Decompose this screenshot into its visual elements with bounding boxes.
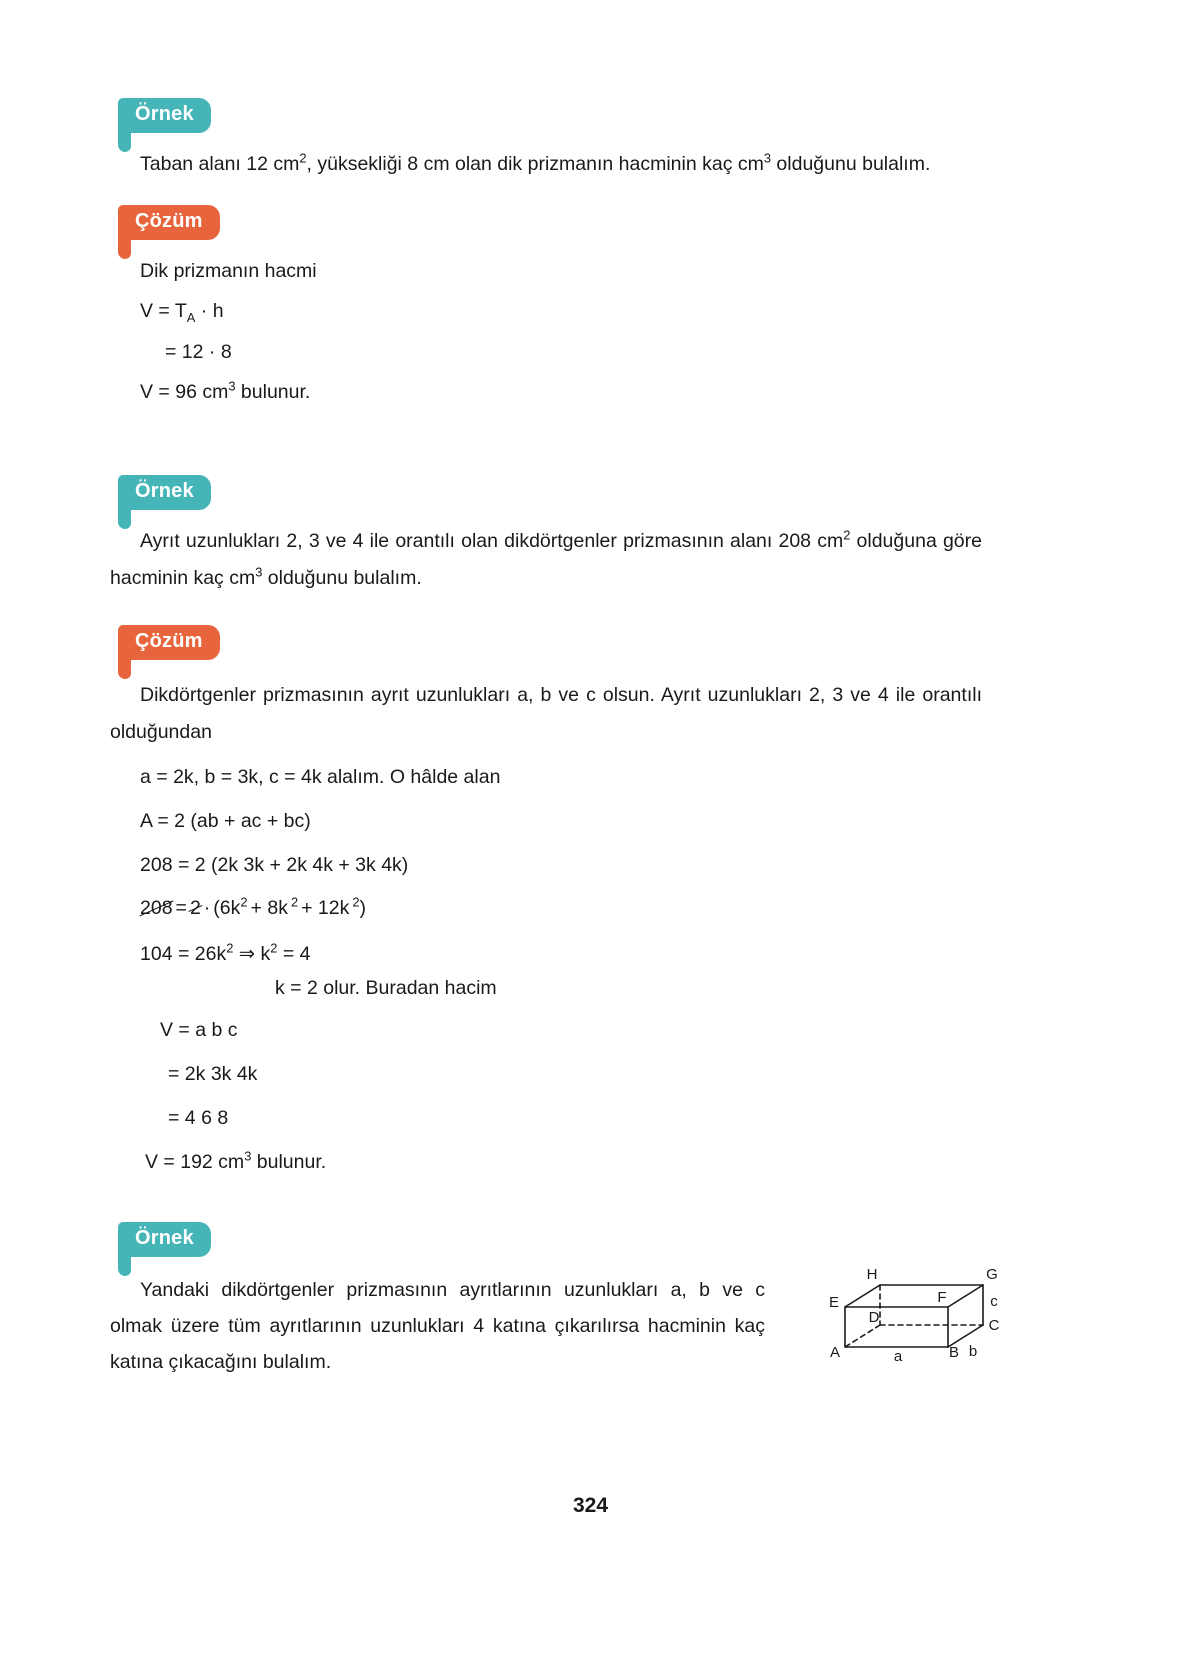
vertex-label-D: D bbox=[868, 1309, 880, 1326]
solution-1-line-2-rest: · h bbox=[195, 300, 224, 322]
rectangular-prism-figure bbox=[820, 1262, 1050, 1372]
eq-104-post: = 4 bbox=[277, 943, 311, 965]
equals-sign: = bbox=[175, 897, 187, 919]
example-1-text-part1: Taban alanı 12 cm bbox=[140, 153, 300, 175]
badge-cozum-2 bbox=[118, 625, 220, 660]
solution-2-eq-volume: V = a b c bbox=[160, 1019, 238, 1041]
eq-104-sup-2: 2 bbox=[270, 940, 278, 956]
eq-cancel-plus-2: + 12k bbox=[301, 897, 350, 919]
eq-cancel-open: (6k bbox=[213, 897, 241, 919]
solution-1-line-2-sub: A bbox=[186, 309, 196, 325]
vertex-label-G: G bbox=[986, 1266, 998, 1283]
edge-EH bbox=[845, 1285, 880, 1307]
edge-label-b: b bbox=[968, 1343, 978, 1360]
solution-1-line-4-post: bulunur. bbox=[235, 381, 311, 403]
edge-DA-hidden bbox=[845, 1325, 880, 1347]
solution-2-eq-104 bbox=[140, 940, 311, 968]
eq-104-pre: 104 = 26k bbox=[140, 943, 227, 965]
badge-cozum-1 bbox=[118, 205, 220, 240]
solution-1-line-3: = 12 · 8 bbox=[165, 341, 232, 363]
badge-label: Örnek bbox=[118, 1222, 211, 1257]
example-1-text-part2: , yüksekliği 8 cm olan dik prizmanın hacminin kaç cm bbox=[306, 153, 764, 175]
badge-label: Örnek bbox=[118, 98, 211, 133]
solution-2-eq-result bbox=[145, 1148, 326, 1176]
example-2-text-part1: Ayrıt uzunlukları 2, 3 ve 4 ile orantılı olan dikdörtgenler prizmasının alanı 208 cm bbox=[140, 530, 844, 552]
eq-result-sup: 3 bbox=[244, 1148, 252, 1164]
badge-ornek-3 bbox=[118, 1222, 211, 1257]
solution-1-line-1: Dik prizmanın hacmi bbox=[140, 260, 317, 282]
eq-cancel-close: ) bbox=[359, 897, 367, 919]
solution-1-line-4 bbox=[140, 378, 310, 406]
edge-label-c: c bbox=[990, 1293, 998, 1310]
vertex-label-A: A bbox=[829, 1344, 841, 1361]
example-2-text-part3: olduğunu bulalım. bbox=[262, 567, 422, 589]
solution-2-eq-volume-3: = 4 6 8 bbox=[168, 1107, 229, 1129]
eq-104-mid: ⇒ k bbox=[233, 943, 271, 965]
example-2-sup-cm3: 3 bbox=[255, 564, 263, 580]
example-2-sup-cm2: 2 bbox=[843, 527, 851, 543]
solution-2-eq-kvalue: k = 2 olur. Buradan hacim bbox=[275, 977, 497, 999]
cancelled-208: 208 bbox=[140, 894, 173, 922]
eq-result-pre: V = 192 cm bbox=[145, 1151, 245, 1173]
example-2-text bbox=[110, 523, 982, 597]
badge-label: Çözüm bbox=[118, 205, 220, 240]
solution-1-line-4-pre: V = 96 cm bbox=[140, 381, 229, 403]
eq-104-sup-1: 2 bbox=[226, 940, 234, 956]
example-1-sup-cm3: 3 bbox=[763, 150, 772, 166]
eq-cancel-sup-3: 2 bbox=[352, 894, 360, 910]
eq-cancel-sup-2: 2 bbox=[290, 894, 299, 910]
solution-2-eq-k: a = 2k, b = 3k, c = 4k alalım. O hâlde alan bbox=[140, 766, 501, 788]
eq-cancel-sup-1: 2 bbox=[240, 894, 248, 910]
eq-cancel-plus-1: + 8k bbox=[250, 897, 288, 919]
eq-result-post: bulunur. bbox=[251, 1151, 327, 1173]
vertex-label-H: H bbox=[866, 1266, 878, 1283]
solution-2-eq-volume-2: = 2k 3k 4k bbox=[168, 1063, 258, 1085]
vertex-label-C: C bbox=[988, 1317, 1000, 1334]
badge-label: Örnek bbox=[118, 475, 211, 510]
multiplication-dot: · bbox=[203, 897, 211, 919]
example-2-text-part2: olduğuna göre hacminin kaç cm bbox=[110, 530, 982, 589]
solution-2-eq-area: A = 2 (ab + ac + bc) bbox=[140, 810, 311, 832]
vertex-label-F: F bbox=[937, 1289, 947, 1306]
badge-ornek-1 bbox=[118, 98, 211, 133]
badge-label: Çözüm bbox=[118, 625, 220, 660]
prism-svg bbox=[820, 1262, 1050, 1372]
solution-1-line-2-v: V = T bbox=[140, 300, 187, 322]
vertex-label-B: B bbox=[948, 1344, 960, 1361]
edge-label-a: a bbox=[893, 1348, 903, 1365]
cancelled-2: 2 bbox=[190, 894, 201, 922]
example-3-text: Yandaki dikdörtgenler prizmasının ayrıtlarının uzunlukları a, b ve c olmak üzere tüm ayrıtlarının uzunlukları 4 katına çıkarılırsa hacminin kaç katına çıkacağını bulalım. bbox=[110, 1279, 765, 1373]
solution-1-line-4-sup: 3 bbox=[228, 378, 236, 394]
solution-2-eq-cancel bbox=[140, 894, 366, 922]
example-1-sup-cm2: 2 bbox=[299, 150, 307, 166]
solution-2-eq-substituted: 208 = 2 (2k 3k + 2k 4k + 3k 4k) bbox=[140, 854, 409, 876]
solution-2-intro: Dikdörtgenler prizmasının ayrıt uzunlukları a, b ve c olsun. Ayrıt uzunlukları 2, 3 ve 4 ile orantılı olduğundan bbox=[110, 684, 982, 743]
example-1-text-part3: olduğunu bulalım. bbox=[771, 153, 931, 175]
solution-1-line-2 bbox=[140, 297, 224, 325]
badge-ornek-2 bbox=[118, 475, 211, 510]
example-1-text bbox=[140, 146, 970, 183]
vertex-label-E: E bbox=[828, 1294, 840, 1311]
edge-FG bbox=[948, 1285, 983, 1307]
page-number: 324 bbox=[572, 1494, 609, 1517]
